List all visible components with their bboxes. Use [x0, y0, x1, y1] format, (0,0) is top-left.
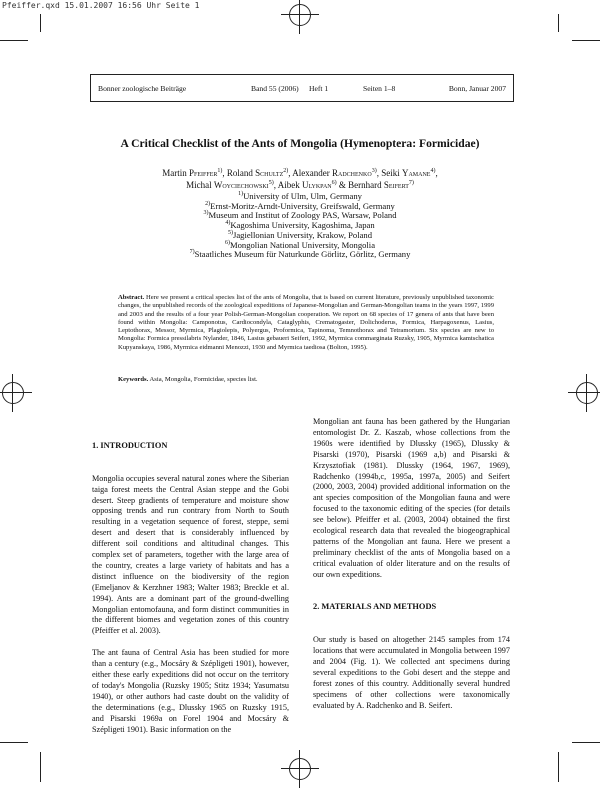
journal-header-box [90, 74, 514, 102]
author: Michal Woyciechowski$^{5)}$ [186, 179, 274, 190]
affiliation: $^{5)}$Jagiellonian University, Krakow, Poland [228, 229, 372, 240]
affiliation: $^{1)}$University of Ulm, Ulm, Germany [238, 191, 362, 201]
page-range: Seiten 1–8 [363, 83, 396, 93]
author: Martin Pfeiffer$^{1)}$ [162, 168, 223, 178]
affiliation: $^{2)}$Ernst-Moritz-Arndt-University, Greifswald, Germany [205, 200, 395, 211]
keywords-text: Asia, Mongolia, Formicidae, species list. [149, 376, 258, 383]
crop-mark [558, 752, 559, 782]
author: Aibek Ulykpan$^{6)}$ [277, 179, 337, 190]
paragraph: Our study is based on altogether 2145 samples from 174 locations that were accumulated in Mongolia between 1997 and 2004 (Fig. 1). We collected ant specimens during several expeditions to the Gobi desert and the steppe and forest zones of this country. Additionally several hundred specimens of other collections were taxonomically evaluated by A. Radchenko and B. Seifert. [313, 635, 510, 710]
keywords [118, 376, 494, 384]
registration-mark-bottom [289, 758, 311, 780]
affiliation: $^{4)}$Kagoshima University, Kagoshima, Japan [225, 220, 375, 231]
place-date: Bonn, Januar 2007 [448, 83, 506, 93]
paragraph: The ant fauna of Central Asia has been studied for more than a century (e.g., Mocsáry & Szépligeti 1901), however, either these early expeditions did not occur on the territory of today's Mongolia (Ruzsky 1905; Stitz 1934; Yasumatsu 1940), or other authors had caste doubt on the validity of the determinations (e.g., Dlussky 1965 on Ruzsky 1915, and Pisarski 1969a on Forel 1904 and Mocsáry & Szépligeti 1901). Basic information on the [92, 648, 289, 734]
author: Bernhard Seifert$^{7)}$ [348, 179, 414, 190]
crop-mark [40, 752, 41, 782]
crop-mark [572, 742, 600, 743]
crop-mark [0, 742, 28, 743]
registration-mark-left [2, 382, 24, 404]
abstract-label: Abstract. [118, 294, 145, 301]
affiliation-list [0, 192, 600, 260]
crop-mark [572, 40, 600, 41]
left-column [92, 441, 289, 746]
author: Roland Schultz$^{2)}$ [226, 168, 289, 178]
author: Alexander Radchenko$^{3)}$ [292, 168, 377, 178]
print-slug: Pfeiffer.qxd 15.01.2007 16:56 Uhr Seite 1 [2, 1, 200, 10]
crop-mark [558, 14, 559, 32]
registration-mark-top [289, 4, 311, 26]
journal-name: Bonner zoologische Beiträge [98, 83, 187, 93]
abstract-text: Here we present a critical species list of the ants of Mongolia, that is based on current literature, previously unpublished taxonomic changes, the unpublished records of the zoological expeditions of Japanese-Mongolian and German-Mongolian teams in the years 1997, 1999 and 2003 and the results of a four year Polish-German-Mongolian cooperation. We report on 68 species of 17 genera of ants that have been found within Mongolia: Camponotus, Cardiocondyla, Cataglyphis, Crematogaster, Dolichoderus, Formica, Harpagoxenus, Lasius, Leptothorax, Messor, Myrmica, Plagiolepis, Polyergus, Proformica, Tapinoma, Temnothorax and Tetramorium. Six species are new to Mongolia: Formica pressilabris Nylander, 1846, Lasius gebaueri Seifert, 1992, Myrmica commarginata Ruzsky, 1905, Myrmica kamtschatica Kupyanskaya, 1986, Myrmica eidmanni Menozzi, 1930 and Myrmica taediosa (Bolton, 1995). [118, 294, 494, 351]
affiliation: $^{3)}$Museum and Institut of Zoology PAS, Warsaw, Poland [203, 210, 397, 221]
issue: Heft 1 [309, 83, 329, 93]
keywords-label: Keywords. [118, 376, 149, 383]
section-heading-introduction: 1. INTRODUCTION [92, 441, 168, 450]
affiliation: $^{6)}$Mongolian National University, Mongolia [224, 239, 376, 250]
volume: Band 55 (2006) [251, 83, 299, 93]
section-heading-methods: 2. MATERIALS AND METHODS [313, 602, 437, 612]
author-list: Martin Pfeiffer$^{1)}$, Roland Schultz$^{2)}$, Alexander Radchenko$^{3)}$, Seiki Yamane$^{4)}$, Michal Woyciechowski$^{5)}$, Aibek Ulykpan$^{6)}$ & Bernhard Seifert$^{7)}$ [162, 168, 438, 190]
paper-title: A Critical Checklist of the Ants of Mongolia (Hymenoptera: Formicidae) [120, 137, 480, 150]
affiliation: $^{7)}$Staatliches Museum für Naturkunde Görlitz, Görlitz, Germany [189, 249, 411, 260]
registration-mark-right [576, 382, 598, 404]
crop-mark [0, 40, 28, 41]
crop-mark [40, 14, 41, 32]
paragraph: Mongolia occupies several natural zones where the Siberian taiga forest meets the Central Asian steppe and the Gobi desert. Steep gradients of temperature and moisture show opposing trends and run contrary from North to South resulting in a vegetation sequence of forest, steppe, semi desert and desert that is considerably influenced by different soil conditions and altitudinal changes. This complex set of parameters, together with the large area of the country, creates a large variety of habitats and has a distinct influence on the biodiversity of the region (Emeljanov & Kerzhner 1983; Walter 1983; Breckle et al. 1994). Ants are a dominant part of the ground-dwelling Mongolian entomofauna, and form distinct communities in the different biomes and vegetation zones of this country (Pfeiffer et al. 2003). [92, 473, 289, 636]
abstract [118, 294, 494, 352]
right-column [313, 417, 510, 722]
paragraph: Mongolian ant fauna has been gathered by the Hungarian entomologist Dr. Z. Kaszab, whose collections from the 1960s were identified by Dlussky (1965), Dlussky & Pisarski (1970), Pisarski (1969 a,b) and Pisarski & Krzysztofiak (1981). Dlussky (1964, 1967, 1969), Radchenko (1994b,c, 1995a, 1997a, 2005) and Seifert (2000, 2003, 2004) provided additional information on the ant species composition of the Mongolian fauna and were focused to the taxonomic editing of the species (for details see below). Pfeiffer et al. (2003, 2004) obtained the first ecological research data that revealed the biogeographical patterns of the Mongolian ant fauna. Here we present a preliminary checklist of the ants of Mongolia based on a critical evaluation of older literature and on the results of our own expeditions. [313, 417, 510, 579]
author: Seiki Yamane$^{4)}$ [381, 168, 436, 178]
